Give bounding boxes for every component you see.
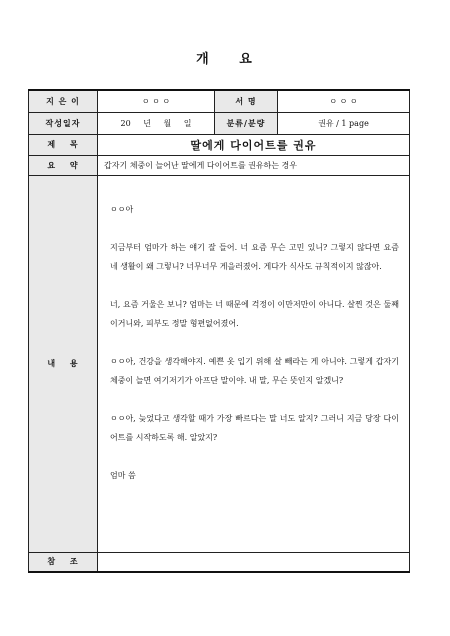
content-paragraph: ㅇㅇ아 [110, 204, 134, 214]
date-row [29, 112, 410, 134]
content-signoff: 엄마 씀 [110, 470, 136, 480]
reference-row [29, 552, 410, 572]
content-label: 내 용 [29, 175, 98, 552]
signature-label: 서 명 [215, 90, 278, 112]
author-row [29, 90, 410, 112]
document-title: 개 요 [196, 52, 254, 67]
subject-label: 제 목 [29, 134, 98, 155]
date-value: 20 년 월 일 [98, 112, 215, 134]
author-label: 지 은 이 [29, 90, 98, 112]
content-paragraph: ㅇㅇ아, 건강을 생각해야지. 예쁜 옷 입기 위해 살 빼라는 게 아니야. 그렇게 갑자기 체중이 늘면 여기저기가 아프단 말이야. 내 말, 무슨 뜻인지 알겠니? [110, 356, 399, 385]
subject-row [29, 134, 410, 155]
content-paragraph: 지금부터 엄마가 하는 얘기 잘 들어. 너 요즘 무슨 고민 있니? 그렇지 않다면 요즘 네 생활이 왜 그렇니? 너무너무 게을러졌어. 게다가 식사도 규칙적이지 않잖아. [110, 242, 399, 271]
content-row [29, 175, 410, 552]
category-value: 권유 / 1 page [278, 112, 410, 134]
summary-label: 요 약 [29, 155, 98, 175]
content-body [98, 175, 410, 552]
subject-value: 딸에게 다이어트를 권유 [98, 134, 410, 155]
content-paragraph: ㅇㅇ아, 늦었다고 생각할 때가 가장 빠르다는 말 너도 알지? 그러니 지금 당장 다이어트를 시작하도록 해. 알았지? [110, 413, 399, 442]
category-label: 분류/분량 [215, 112, 278, 134]
signature-value: ㅇ ㅇ ㅇ [278, 90, 410, 112]
reference-label: 참 조 [29, 552, 98, 572]
date-label: 작성일자 [29, 112, 98, 134]
summary-value: 갑자기 체중이 늘어난 딸에게 다이어트를 권유하는 경우 [98, 155, 410, 175]
author-value: ㅇ ㅇ ㅇ [98, 90, 215, 112]
content-paragraph: 너, 요즘 거울은 보니? 엄마는 너 때문에 걱정이 이만저만이 아니다. 살찐 것은 둘째이거니와, 피부도 정말 형편없어졌어. [110, 299, 399, 328]
document-form [28, 89, 410, 573]
reference-value [98, 552, 410, 572]
summary-row [29, 155, 410, 175]
